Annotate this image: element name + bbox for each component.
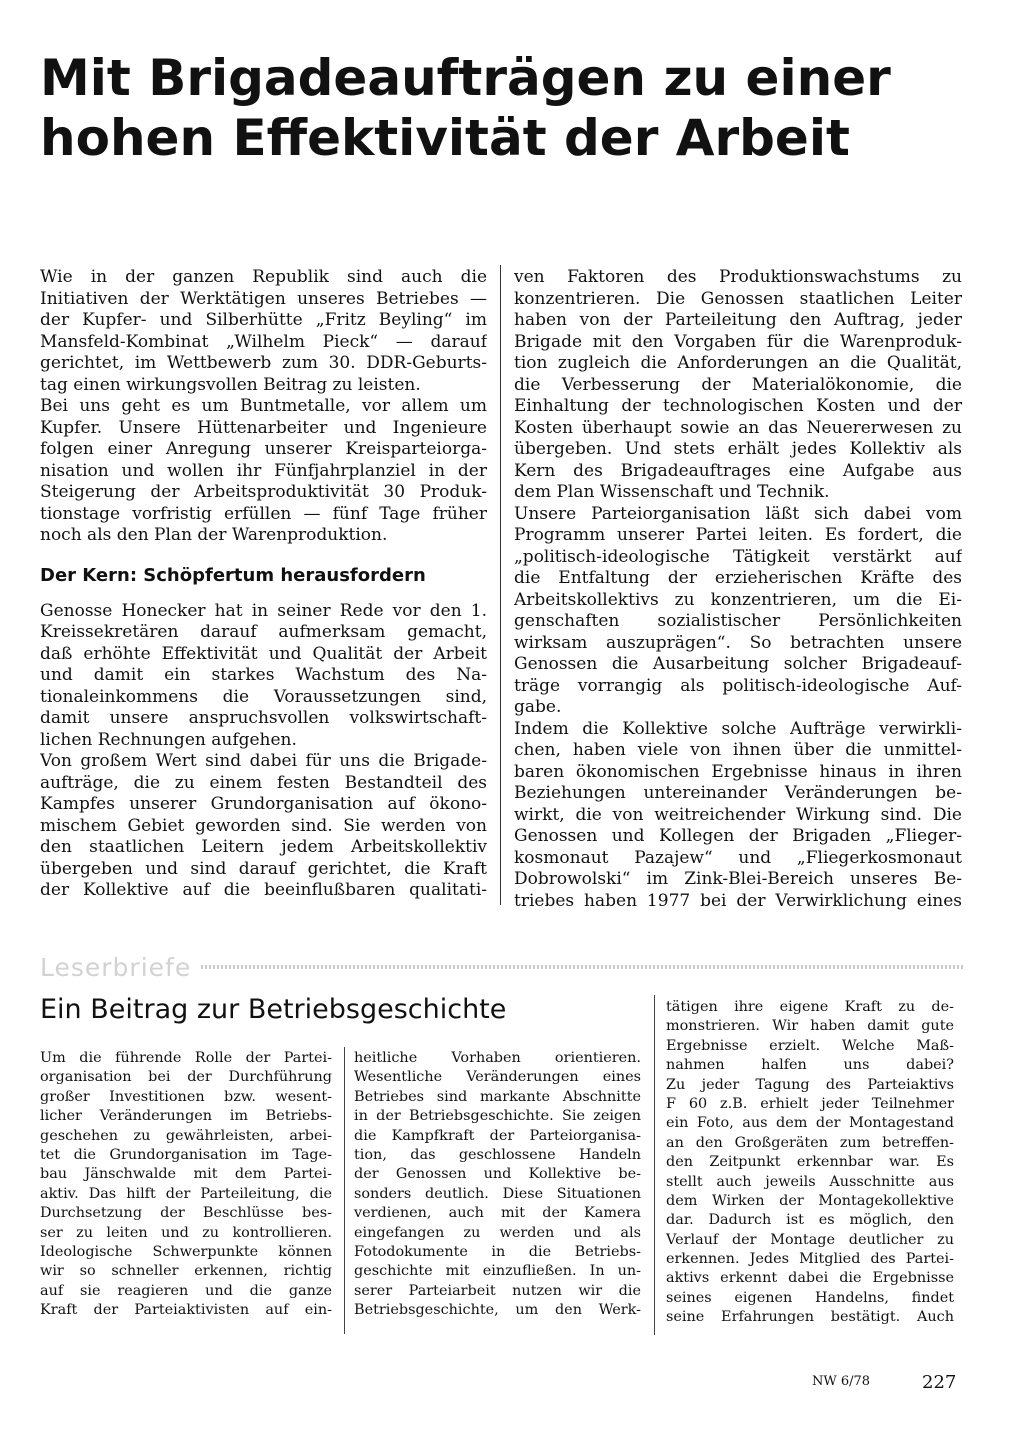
text-line: daß erhöhte Effektivität und Qualität der Arbeit — [40, 643, 487, 664]
text-line: dem Plan Wissenschaft und Technik. — [514, 482, 830, 502]
text-line: nisation und wollen ihr Fünfjahrplanziel in der — [40, 460, 487, 481]
text-line: Kosten überhaupt sowie an das Neuererwesen zu — [514, 417, 962, 438]
text-line: Ideologische Schwerpunkte können — [40, 1243, 332, 1260]
headline-line-2: hohen Effektivität der Arbeit — [40, 109, 850, 167]
text-line: Von großem Wert sind dabei für uns die Brigade- — [40, 751, 487, 771]
section-subhead: Der Kern: Schöpfertum herausfordern — [40, 564, 426, 586]
text-line: aktivs erkennt dabei die Ergebnisse — [666, 1270, 954, 1287]
text-line: Wie in der ganzen Republik sind auch die — [40, 267, 487, 287]
text-line: den staatlichen Leitern jedem Arbeitskollektiv — [40, 837, 487, 857]
text-line: Einhaltung der technologischen Kosten und der — [514, 396, 962, 416]
text-line: tet die Grundorganisation im Tage- — [40, 1146, 332, 1163]
text-line: Kreissekretären darauf aufmerksam gemacht, — [40, 622, 487, 642]
text-line: monstrieren. Wir haben damit gute — [666, 1018, 954, 1035]
paragraph-4-end — [514, 267, 962, 504]
text-line: geschehen zu gewährleisten, arbei- — [40, 1127, 332, 1144]
text-line: triebes haben 1977 bei der Verwirklichung eines — [514, 890, 962, 911]
text-line: „politisch-ideologische Tätigkeit verstärkt auf — [514, 546, 962, 567]
text-line: Kupfer. Unsere Hüttenarbeiter und Ingenieure — [40, 417, 487, 438]
text-line: Beziehungen untereinander Veränderungen be- — [514, 783, 962, 803]
text-line: organisation bei der Durchführung — [40, 1069, 332, 1086]
rubric-label: Leserbriefe — [40, 952, 192, 982]
text-line: haben von der Parteileitung den Auftrag, jeder — [514, 310, 962, 330]
text-line: licher Veränderungen im Betriebs- — [40, 1108, 332, 1125]
text-line: Genosse Honecker hat in seiner Rede vor den 1. — [40, 600, 487, 621]
text-line: eingefangen zu werden und als — [354, 1224, 641, 1241]
paragraph-4-start — [40, 751, 487, 902]
text-line: Zu jeder Tagung des Parteiaktivs — [666, 1076, 954, 1093]
text-line: verdienen, auch mit der Kamera — [354, 1205, 641, 1222]
text-line: wirkt, die von weitreichender Wirkung sind. Die — [514, 804, 962, 825]
text-line: Steigerung der Arbeitsproduktivität 30 Produk- — [40, 482, 487, 502]
article-column-left — [40, 267, 487, 902]
text-line: der Kollektive auf die beeinflußbaren qualitati- — [40, 880, 487, 900]
paragraph-3 — [40, 601, 487, 752]
text-line: übergeben. Und stets erhält jedes Kollektiv als — [514, 439, 962, 459]
text-line: Arbeitskollektivs zu konzentrieren, um die Ei- — [514, 589, 962, 610]
paragraph-1 — [40, 267, 487, 396]
text-line: und damit ein starkes Wachstum des Na- — [40, 665, 487, 685]
text-line: Kampfes unserer Grundorganisation auf ökono- — [40, 794, 487, 814]
text-line: Um die führende Rolle der Partei- — [40, 1050, 332, 1066]
text-line: Brigade mit den Vorgaben für die Warenproduk- — [514, 331, 962, 352]
text-line: wirksam auszuprägen“. So betrachten unsere — [514, 632, 962, 653]
text-line: Genossen und Kollegen der Brigaden „Flieger- — [514, 826, 962, 846]
text-line: chen, haben viele von ihnen über die unmittel- — [514, 740, 962, 760]
text-line: stellt auch jeweils Ausschnitte aus — [666, 1173, 954, 1190]
section-rubric — [40, 952, 965, 982]
text-line: der Kupfer- und Silberhütte „Fritz Beyling“ im — [40, 310, 487, 330]
article-column-right — [514, 267, 962, 912]
text-line: Indem die Kollektive solche Aufträge verwirkli- — [514, 718, 962, 739]
text-line: kosmonaut Pazajew“ und „Fliegerkosmonaut — [514, 847, 962, 868]
text-line: tion, das geschlossene Handeln — [354, 1146, 641, 1163]
text-line: an den Großgeräten zum betreffen- — [666, 1134, 954, 1151]
text-line: Wesentliche Veränderungen eines — [354, 1069, 641, 1086]
text-line: Kern des Brigadeauftrages eine Aufgabe aus — [514, 460, 962, 481]
text-line: erkennen. Jedes Mitglied des Partei- — [666, 1251, 954, 1268]
text-line: auf sie reagieren und die ganze — [40, 1282, 332, 1299]
letter-column-2 — [354, 1049, 641, 1320]
text-line: ven Faktoren des Produktionswachstums zu — [514, 267, 962, 287]
text-line: sonders deutlich. Diese Situationen — [354, 1185, 641, 1202]
letter-column-3 — [666, 998, 954, 1328]
text-line: nahmen halfen uns dabei? — [666, 1057, 954, 1074]
column-divider — [500, 265, 501, 905]
text-line: seine Erfahrungen bestätigt. Auch — [666, 1309, 954, 1326]
text-line: Ergebnisse erzielt. Welche Maß- — [666, 1037, 954, 1054]
text-line: damit unsere anspruchsvollen volkswirtschaft- — [40, 708, 487, 728]
text-line: die Kampfkraft der Parteiorganisa- — [354, 1127, 641, 1144]
paragraph-2 — [40, 396, 487, 547]
text-line: Verlauf der Montage deutlicher zu — [666, 1231, 954, 1248]
text-line: geschichte mit einzufließen. In un- — [354, 1263, 641, 1280]
text-line: Betriebes sind markante Abschnitte — [354, 1088, 641, 1105]
text-line: mischem Gebiet geworden sind. Sie werden von — [40, 815, 487, 836]
text-line: ser zu leiten und zu kontrollieren. — [40, 1224, 332, 1241]
text-line: aktiv. Das hilft der Parteileitung, die — [40, 1185, 332, 1202]
text-line: Mansfeld-Kombinat „Wilhelm Pieck“ — darauf — [40, 331, 487, 352]
text-line: tätigen ihre eigene Kraft zu de- — [666, 999, 954, 1015]
issue-number: NW 6/78 — [812, 1374, 871, 1389]
text-line: gerichtet, im Wettbewerb zum 30. DDR-Geburts- — [40, 353, 487, 373]
text-line: gabe. — [514, 697, 562, 717]
text-line: baren ökonomischen Ergebnisse hinaus in ihren — [514, 761, 962, 782]
text-line: lichen Rechnungen aufgehen. — [40, 729, 297, 750]
rubric-dotted-rule — [201, 965, 965, 969]
letter-column-1 — [40, 1049, 332, 1320]
text-line: Programm unserer Partei leiten. Es fordert, die — [514, 525, 962, 545]
text-line: tion zugleich die Anforderungen an die Qualität, — [514, 353, 962, 373]
text-line: die Entfaltung der erzieherischen Kräfte des — [514, 568, 962, 588]
text-line: in der Betriebsgeschichte. Sie zeigen — [354, 1108, 641, 1125]
text-line: bau Jänschwalde mit dem Partei- — [40, 1166, 332, 1183]
headline-line-1: Mit Brigadeaufträgen zu einer — [40, 49, 891, 107]
text-line: Durchsetzung der Beschlüsse bes- — [40, 1205, 332, 1222]
text-line: Kraft der Parteiaktivisten auf ein- — [40, 1302, 332, 1319]
text-line: Unsere Parteiorganisation läßt sich dabei vom — [514, 503, 962, 524]
letter-title: Ein Beitrag zur Betriebsgeschichte — [40, 994, 507, 1025]
text-line: Dobrowolski“ im Zink-Blei-Bereich unseres Be- — [514, 869, 962, 889]
page-number: 227 — [922, 1372, 957, 1393]
text-line: dar. Dadurch ist es möglich, den — [666, 1212, 954, 1229]
text-line: konzentrieren. Die Genossen staatlichen Leiter — [514, 288, 962, 309]
text-line: den Zeitpunkt erkennbar war. Es — [666, 1154, 954, 1171]
text-line: dem Wirken der Montagekollektive — [666, 1192, 954, 1209]
text-line: heitliche Vorhaben orientieren. — [354, 1050, 641, 1066]
text-line: tionstage vorfristig erfüllen — fünf Tage früher — [40, 503, 487, 524]
text-line: seines eigenen Handelns, findet — [666, 1289, 954, 1306]
text-line: wir so schneller erkennen, richtig — [40, 1263, 332, 1280]
text-line: tag einen wirkungsvollen Beitrag zu leisten. — [40, 374, 421, 395]
letter-column-divider-1 — [344, 1047, 345, 1334]
text-line: aufträge, die zu einem festen Bestandteil des — [40, 772, 487, 793]
text-line: der Genossen und Kollektive be- — [354, 1166, 641, 1183]
text-line: großer Investitionen bzw. wesent- — [40, 1088, 332, 1105]
text-line: Initiativen der Werktätigen unseres Betriebes — — [40, 288, 487, 309]
text-line: träge vorrangig als politisch-ideologische Auf- — [514, 675, 962, 696]
text-line: F 60 z.B. erhielt jeder Teilnehmer — [666, 1095, 954, 1112]
text-line: übergeben und sind darauf gerichtet, die Kraft — [40, 858, 487, 879]
text-line: Fotodokumente in die Betriebs- — [354, 1243, 641, 1260]
text-line: noch als den Plan der Warenproduktion. — [40, 525, 388, 545]
text-line: serer Parteiarbeit nutzen wir die — [354, 1282, 641, 1299]
text-line: tionaleinkommens die Voraussetzungen sind, — [40, 686, 487, 707]
text-line: ein Foto, aus dem der Montagestand — [666, 1115, 954, 1132]
headline — [40, 48, 990, 168]
paragraph-6 — [514, 719, 962, 913]
text-line: Betriebsgeschichte, um den Werk- — [354, 1302, 641, 1319]
text-line: genschaften sozialistischer Persönlichkeiten — [514, 611, 962, 631]
letter-column-divider-2 — [654, 995, 655, 1335]
paragraph-5 — [514, 504, 962, 719]
text-line: folgen einer Anregung unserer Kreisparteiorga- — [40, 439, 487, 459]
text-line: Bei uns geht es um Buntmetalle, vor allem um — [40, 396, 487, 416]
text-line: Genossen die Ausarbeitung solcher Brigadeauf- — [514, 654, 962, 674]
text-line: die Verbesserung der Materialökonomie, die — [514, 374, 962, 395]
